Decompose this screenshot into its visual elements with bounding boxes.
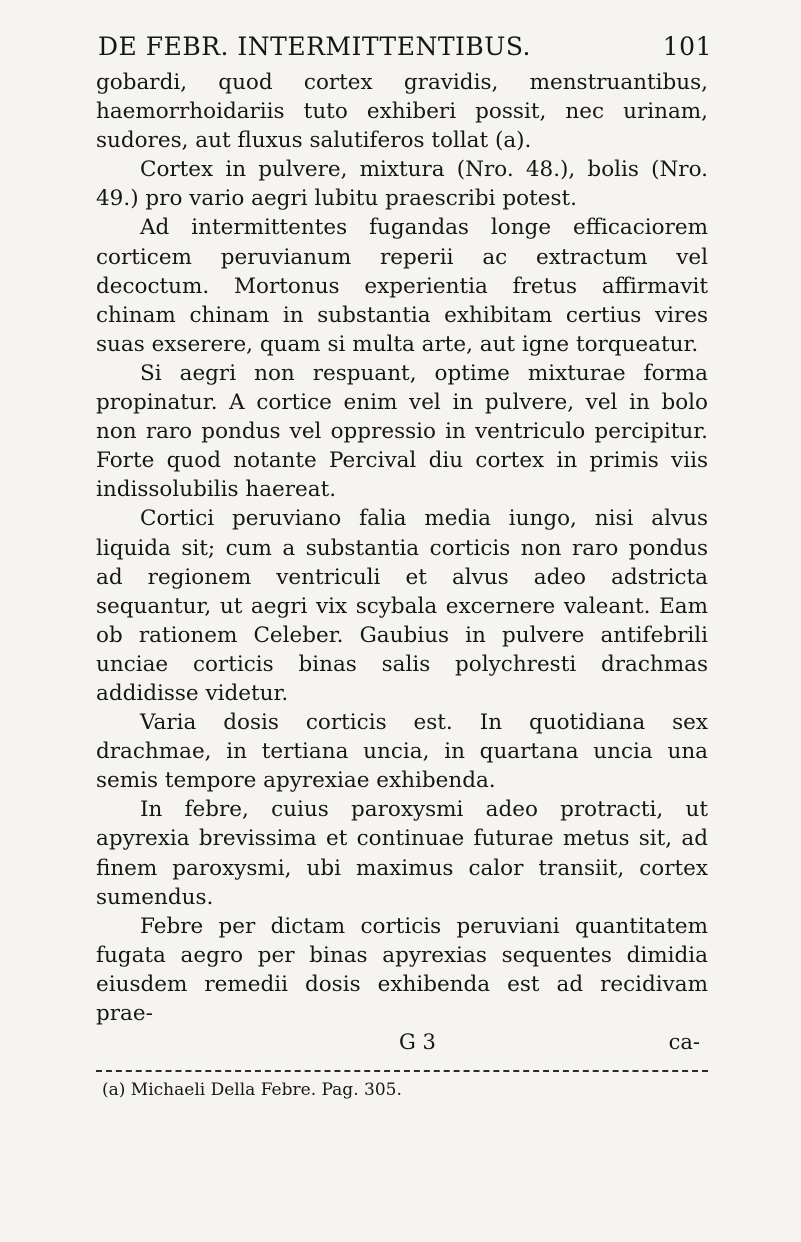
paragraph: In febre, cuius paroxysmi adeo protracti, ut apyrexia brevissima et continuae futurae metus sit, ad finem paroxysmi, ubi maximus calor transiit, cortex sumendus. <box>96 797 708 910</box>
paragraph: Ad intermittentes fugandas longe efficaciorem corticem peruvianum reperii ac extractum vel decoctum. Mortonus experientia fretus affirmavit chinam chinam in substantia exhibitam certius vires suas exserere, quam si multa arte, aut igne torqueatur. <box>96 215 708 357</box>
signature-mark: G 3 <box>399 1030 436 1055</box>
footnote-divider <box>96 1070 708 1072</box>
body-text <box>96 68 708 1028</box>
paragraph: Varia dosis corticis est. In quotidiana sex drachmae, in tertiana uncia, in quartana uncia una semis tempore apyrexiae exhibenda. <box>96 710 708 794</box>
paragraph: Febre per dictam corticis peruviani quantitatem fugata aegro per binas apyrexias sequentes dimidia eiusdem remedii dosis exhibenda est ad recidivam prae- <box>96 913 708 1026</box>
book-page <box>96 28 712 1101</box>
catchword: ca- <box>668 1030 700 1055</box>
paragraph: Cortex in pulvere, mixtura (Nro. 48.), bolis (Nro. 49.) pro vario aegri lubitu praescribi potest. <box>96 157 708 212</box>
paragraph: Si aegri non respuant, optime mixturae forma propinatur. A cortice enim vel in pulvere, vel in bolo non raro pondus vel oppressio in ventriculo percipitur. Forte quod notante Percival diu cortex in primis viis indissolubilis haereat. <box>96 360 708 503</box>
paragraph: gobardi, quod cortex gravidis, menstruantibus, haemorrhoidariis tuto exhiberi possit, nec urinam, sudores, aut fluxus salutiferos tollat (a). <box>96 70 708 154</box>
footnote: (a) Michaeli Della Febre. Pag. 305. <box>102 1080 402 1101</box>
page-footer-line <box>96 1030 708 1060</box>
page-number: 101 <box>662 32 712 61</box>
running-header <box>96 28 712 68</box>
paragraph: Cortici peruviano falia media iungo, nisi alvus liquida sit; cum a substantia corticis non raro pondus ad regionem ventriculi et alvus adeo adstricta sequantur, ut aegri vix scybala excernere valeant. Eam ob rationem Celeber. Gaubius in pulvere antifebrili unciae corticis binas salis polychresti drachmas addidisse videtur. <box>96 506 708 706</box>
running-title: DE FEBR. INTERMITTENTIBUS. <box>98 32 532 61</box>
